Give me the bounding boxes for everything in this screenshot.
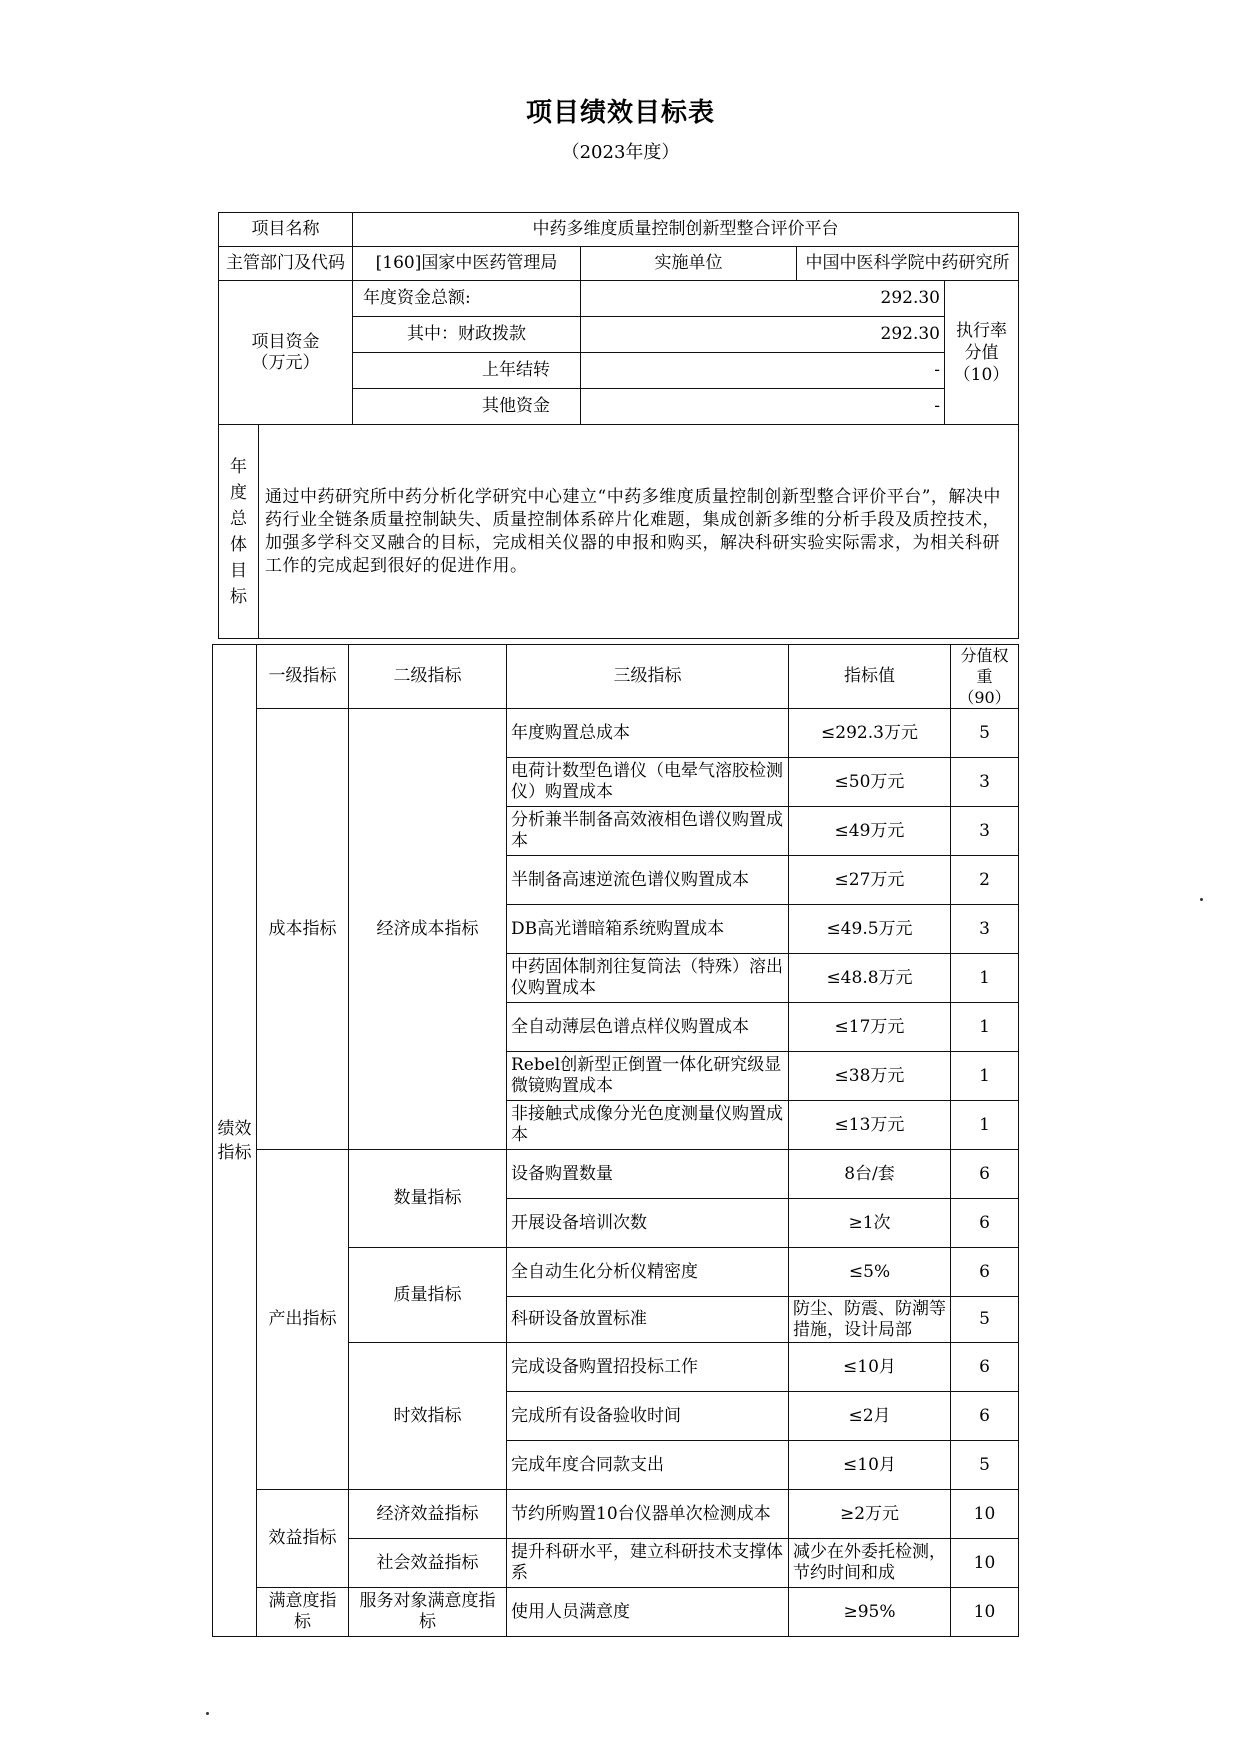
score-label: 分值: [964, 342, 999, 363]
cost-row-weight: 5: [951, 709, 1019, 758]
timeliness-row-weight: 6: [951, 1343, 1019, 1392]
cost-row-value: ≤48.8万元: [789, 954, 951, 1003]
page-title: 项目绩效目标表: [525, 98, 715, 128]
satisfaction-name: 使用人员满意度: [507, 1588, 789, 1637]
cost-row-value: ≤27万元: [789, 856, 951, 905]
quantity-row-value: ≥1次: [789, 1199, 951, 1248]
quality-row-value: 防尘、防震、防潮等措施，设计局部: [789, 1297, 951, 1343]
quantity-row-weight: 6: [951, 1199, 1019, 1248]
cost-level1: 成本指标: [257, 709, 349, 1150]
cost-row-value: ≤49.5万元: [789, 905, 951, 954]
cost-row-name: 全自动薄层色谱点样仪购置成本: [507, 1003, 789, 1052]
perf-side-label: 绩效指标: [213, 645, 257, 1637]
timeliness-row-value: ≤10月: [789, 1441, 951, 1490]
fund-label-cell: [219, 281, 353, 425]
quantity-row-name: 设备购置数量: [507, 1150, 789, 1199]
cost-row-weight: 3: [951, 758, 1019, 807]
project-name-label: 项目名称: [219, 213, 353, 247]
exec-rate-cell: [945, 281, 1019, 425]
project-name-value: 中药多维度质量控制创新型整合评价平台: [353, 213, 1019, 247]
annual-goal-label: 年 度 总 体 目 标: [219, 425, 259, 639]
impl-value: 中国中医科学院中药研究所: [797, 247, 1019, 281]
performance-table: [212, 644, 1019, 1637]
quality-row-weight: 5: [951, 1297, 1019, 1343]
cost-row-value: ≤49万元: [789, 807, 951, 856]
cost-row-name: 半制备高速逆流色谱仪购置成本: [507, 856, 789, 905]
economic-benefit-level2: 经济效益指标: [349, 1490, 507, 1539]
timeliness-row-name: 完成所有设备验收时间: [507, 1392, 789, 1441]
dept-label: 主管部门及代码: [219, 247, 353, 281]
cost-row-name: Rebel创新型正倒置一体化研究级显微镜购置成本: [507, 1052, 789, 1101]
scan-speck: [206, 1712, 209, 1715]
exec-rate-label: 执行率: [956, 320, 1007, 341]
benefit-level1: 效益指标: [257, 1490, 349, 1588]
dept-value: [160]国家中医药管理局: [353, 247, 581, 281]
cost-row-name: DB高光谱暗箱系统购置成本: [507, 905, 789, 954]
cost-row-weight: 1: [951, 1003, 1019, 1052]
quality-row-weight: 6: [951, 1248, 1019, 1297]
project-info-table: [218, 212, 1019, 639]
header-level3: 三级指标: [507, 645, 789, 709]
cost-row-weight: 2: [951, 856, 1019, 905]
cost-row-name: 分析兼半制备高效液相色谱仪购置成本: [507, 807, 789, 856]
cost-row-weight: 1: [951, 1052, 1019, 1101]
timeliness-row-value: ≤10月: [789, 1343, 951, 1392]
cost-row-name: 中药固体制剂往复筒法（特殊）溶出仪购置成本: [507, 954, 789, 1003]
cost-row-weight: 3: [951, 905, 1019, 954]
fiscal-value: 292.30: [581, 317, 945, 353]
satisfaction-level1: 满意度指标: [257, 1588, 349, 1637]
economic-benefit-value: ≥2万元: [789, 1490, 951, 1539]
quality-level2: 质量指标: [349, 1248, 507, 1343]
score-value: （10）: [953, 364, 1010, 385]
annual-total-label: 年度资金总额:: [353, 281, 581, 317]
fund-label: 项目资金: [251, 331, 320, 352]
header-value: 指标值: [789, 645, 951, 709]
satisfaction-value: ≥95%: [789, 1588, 951, 1637]
quantity-level2: 数量指标: [349, 1150, 507, 1248]
output-level1: 产出指标: [257, 1150, 349, 1490]
quality-row-name: 科研设备放置标准: [507, 1297, 789, 1343]
cost-row-value: ≤38万元: [789, 1052, 951, 1101]
social-benefit-weight: 10: [951, 1539, 1019, 1588]
quantity-row-weight: 6: [951, 1150, 1019, 1199]
satisfaction-level2: 服务对象满意度指标: [349, 1588, 507, 1637]
cost-row-name: 年度购置总成本: [507, 709, 789, 758]
cost-row-weight: 1: [951, 954, 1019, 1003]
social-benefit-level2: 社会效益指标: [349, 1539, 507, 1588]
annual-goal-text: 通过中药研究所中药分析化学研究中心建立“中药多维度质量控制创新型整合评价平台”，解决中药行业全链条质量控制缺失、质量控制体系碎片化难题，集成创新多维的分析手段及质控技术，加强多学科交叉融合的目标，完成相关仪器的申报和购买，解决科研实验实际需求，为相关科研工作的完成起到很好的促进作用。: [259, 425, 1019, 639]
social-benefit-value: 减少在外委托检测，节约时间和成: [789, 1539, 951, 1588]
fiscal-label: 其中：财政拨款: [353, 317, 581, 353]
cost-row-weight: 1: [951, 1101, 1019, 1150]
header-weight: 分值权重（90）: [951, 645, 1019, 709]
quantity-row-name: 开展设备培训次数: [507, 1199, 789, 1248]
cost-level2: 经济成本指标: [349, 709, 507, 1150]
annual-total-value: 292.30: [581, 281, 945, 317]
cost-row-weight: 3: [951, 807, 1019, 856]
year-subtitle: （2023年度）: [561, 142, 680, 163]
satisfaction-weight: 10: [951, 1588, 1019, 1637]
economic-benefit-name: 节约所购置10台仪器单次检测成本: [507, 1490, 789, 1539]
cost-row-value: ≤292.3万元: [789, 709, 951, 758]
quality-row-value: ≤5%: [789, 1248, 951, 1297]
timeliness-row-weight: 6: [951, 1392, 1019, 1441]
timeliness-level2: 时效指标: [349, 1343, 507, 1490]
carryover-value: -: [581, 353, 945, 389]
timeliness-row-weight: 5: [951, 1441, 1019, 1490]
scan-speck: [1200, 898, 1203, 901]
timeliness-row-value: ≤2月: [789, 1392, 951, 1441]
fund-unit: （万元）: [251, 352, 320, 373]
cost-row-name: 电荷计数型色谱仪（电晕气溶胶检测仪）购置成本: [507, 758, 789, 807]
cost-row-name: 非接触式成像分光色度测量仪购置成本: [507, 1101, 789, 1150]
impl-label: 实施单位: [581, 247, 797, 281]
other-fund-value: -: [581, 389, 945, 425]
quantity-row-value: 8台/套: [789, 1150, 951, 1199]
social-benefit-name: 提升科研水平，建立科研技术支撑体系: [507, 1539, 789, 1588]
quality-row-name: 全自动生化分析仪精密度: [507, 1248, 789, 1297]
carryover-label: 上年结转: [353, 353, 581, 389]
cost-row-value: ≤50万元: [789, 758, 951, 807]
header-level2: 二级指标: [349, 645, 507, 709]
economic-benefit-weight: 10: [951, 1490, 1019, 1539]
other-fund-label: 其他资金: [353, 389, 581, 425]
header-level1: 一级指标: [257, 645, 349, 709]
timeliness-row-name: 完成年度合同款支出: [507, 1441, 789, 1490]
cost-row-value: ≤13万元: [789, 1101, 951, 1150]
cost-row-value: ≤17万元: [789, 1003, 951, 1052]
timeliness-row-name: 完成设备购置招投标工作: [507, 1343, 789, 1392]
